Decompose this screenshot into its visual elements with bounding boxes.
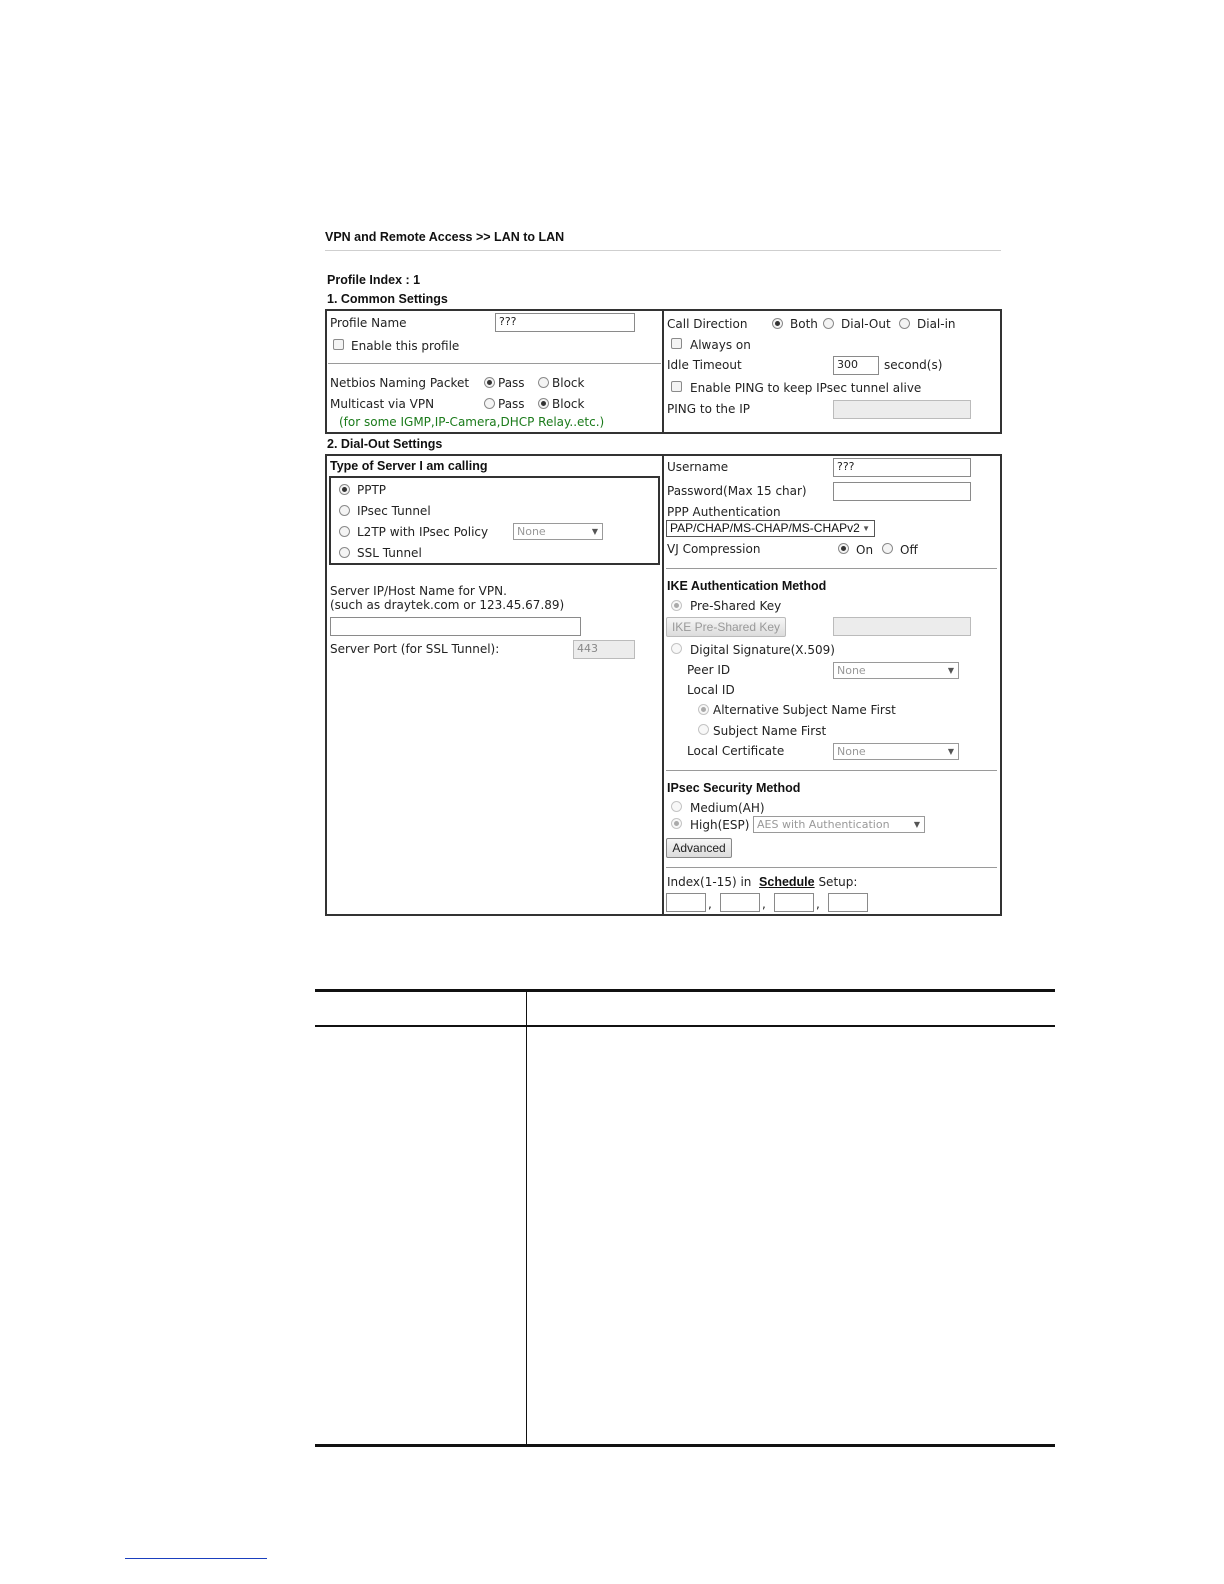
schedule-index-3[interactable] xyxy=(774,893,814,912)
ike-separator xyxy=(666,568,997,569)
ssl-label: SSL Tunnel xyxy=(357,546,422,560)
username-input[interactable]: ??? xyxy=(833,458,971,477)
multicast-pass-radio[interactable] xyxy=(484,398,495,409)
vj-off-label: Off xyxy=(900,543,918,557)
multicast-label: Multicast via VPN xyxy=(330,397,435,411)
vj-label: VJ Compression xyxy=(667,542,761,556)
ike-psk-input[interactable] xyxy=(833,617,971,636)
server-type-title: Type of Server I am calling xyxy=(330,459,488,473)
server-port-input[interactable]: 443 xyxy=(573,640,635,659)
chevron-down-icon: ▼ xyxy=(947,666,954,675)
vj-on-radio[interactable] xyxy=(838,543,849,554)
server-ip-input[interactable] xyxy=(330,617,581,636)
profile-name-input[interactable]: ??? xyxy=(495,313,635,332)
profile-index: Profile Index : 1 xyxy=(327,273,421,287)
advanced-button[interactable]: Advanced xyxy=(666,838,732,858)
psk-radio[interactable] xyxy=(671,600,682,611)
peer-id-select[interactable] xyxy=(833,662,959,679)
footer-link-rule xyxy=(125,1558,267,1559)
psk-label: Pre-Shared Key xyxy=(690,599,782,613)
idle-timeout-unit: second(s) xyxy=(884,358,943,372)
schedule-index-4[interactable] xyxy=(828,893,868,912)
index-suffix: Setup: xyxy=(818,875,858,889)
schedule-index-2[interactable] xyxy=(720,893,760,912)
high-esp-radio[interactable] xyxy=(671,818,682,829)
ppp-auth-value: PAP/CHAP/MS-CHAP/MS-CHAPv2 xyxy=(670,521,860,535)
peer-id-value: None xyxy=(837,664,866,677)
server-ip-label: Server IP/Host Name for VPN. xyxy=(330,584,507,598)
section-common-settings: 1. Common Settings xyxy=(327,292,448,306)
local-cert-select[interactable] xyxy=(833,743,959,760)
ipsec-separator xyxy=(666,770,997,771)
netbios-pass-label: Pass xyxy=(498,376,525,390)
comma-1: , xyxy=(708,897,712,911)
username-label: Username xyxy=(667,460,729,474)
ppp-auth-select[interactable] xyxy=(666,520,875,537)
call-dialin-radio[interactable] xyxy=(899,318,910,329)
alt-subject-radio[interactable] xyxy=(698,704,709,715)
high-esp-value: AES with Authentication xyxy=(757,818,890,831)
chevron-down-icon: ▼ xyxy=(947,747,954,756)
breadcrumb: VPN and Remote Access >> LAN to LAN xyxy=(325,230,565,244)
l2tp-label: L2TP with IPsec Policy xyxy=(357,525,489,539)
vj-on-label: On xyxy=(856,543,874,557)
ipsec-radio[interactable] xyxy=(339,505,350,516)
multicast-note: (for some IGMP,IP-Camera,DHCP Relay..etc.) xyxy=(339,415,605,429)
vj-off-radio[interactable] xyxy=(882,543,893,554)
profile-name-label: Profile Name xyxy=(330,316,407,330)
local-cert-label: Local Certificate xyxy=(687,744,785,758)
ping-ip-label: PING to the IP xyxy=(667,402,751,416)
table-header-rule xyxy=(315,1025,1055,1027)
local-id-label: Local ID xyxy=(687,683,735,697)
comma-3: , xyxy=(816,897,820,911)
ping-ip-input[interactable] xyxy=(833,400,971,419)
digital-sig-radio[interactable] xyxy=(671,643,682,654)
multicast-block-label: Block xyxy=(552,397,585,411)
schedule-separator xyxy=(666,867,997,868)
l2tp-radio[interactable] xyxy=(339,526,350,537)
chevron-down-icon: ▼ xyxy=(913,820,920,829)
header-divider xyxy=(325,250,1001,251)
netbios-label: Netbios Naming Packet xyxy=(330,376,470,390)
idle-timeout-label: Idle Timeout xyxy=(667,358,742,372)
subject-name-radio[interactable] xyxy=(698,724,709,735)
always-on-label: Always on xyxy=(690,338,751,352)
medium-ah-radio[interactable] xyxy=(671,801,682,812)
section-dialout-settings: 2. Dial-Out Settings xyxy=(327,437,443,451)
pptp-radio[interactable] xyxy=(339,484,350,495)
table-top-rule xyxy=(315,989,1055,992)
table-column-divider xyxy=(526,991,527,1446)
common-divider xyxy=(662,309,664,434)
high-esp-label: High(ESP) xyxy=(690,818,750,832)
netbios-pass-radio[interactable] xyxy=(484,377,495,388)
l2tp-policy-select[interactable] xyxy=(513,523,603,540)
alt-subject-label: Alternative Subject Name First xyxy=(713,703,896,717)
ipsec-security-title: IPsec Security Method xyxy=(667,781,801,795)
netbios-block-label: Block xyxy=(552,376,585,390)
chevron-down-icon: ▼ xyxy=(591,527,598,536)
server-port-label: Server Port (for SSL Tunnel): xyxy=(330,642,500,656)
medium-ah-label: Medium(AH) xyxy=(690,801,765,815)
call-dialout-radio[interactable] xyxy=(823,318,834,329)
ppp-auth-label: PPP Authentication xyxy=(667,505,781,519)
dialout-divider xyxy=(662,454,664,916)
call-both-radio[interactable] xyxy=(772,318,783,329)
enable-ping-label: Enable PING to keep IPsec tunnel alive xyxy=(690,381,922,395)
ipsec-label: IPsec Tunnel xyxy=(357,504,431,518)
schedule-index-1[interactable] xyxy=(666,893,706,912)
schedule-index-line xyxy=(667,875,857,889)
index-prefix: Index(1-15) in xyxy=(667,875,752,889)
multicast-block-radio[interactable] xyxy=(538,398,549,409)
server-ip-hint: (such as draytek.com or 123.45.67.89) xyxy=(330,598,565,612)
enable-profile-label: Enable this profile xyxy=(351,339,460,353)
enable-profile-checkbox[interactable] xyxy=(333,339,344,350)
peer-id-label: Peer ID xyxy=(687,663,731,677)
chevron-down-icon: ▼ xyxy=(862,524,870,533)
ssl-radio[interactable] xyxy=(339,547,350,558)
call-direction-label: Call Direction xyxy=(667,317,748,331)
high-esp-select[interactable] xyxy=(753,816,925,833)
password-input[interactable] xyxy=(833,482,971,501)
comma-2: , xyxy=(762,897,766,911)
ike-psk-button[interactable]: IKE Pre-Shared Key xyxy=(666,617,786,637)
subject-name-label: Subject Name First xyxy=(713,724,827,738)
digital-sig-label: Digital Signature(X.509) xyxy=(690,643,835,657)
ike-title: IKE Authentication Method xyxy=(667,579,827,593)
password-label: Password(Max 15 char) xyxy=(667,484,807,498)
netbios-block-radio[interactable] xyxy=(538,377,549,388)
call-dialout-label: Dial-Out xyxy=(841,317,891,331)
enable-ping-checkbox[interactable] xyxy=(671,381,682,392)
pptp-label: PPTP xyxy=(357,483,387,497)
always-on-checkbox[interactable] xyxy=(671,338,682,349)
idle-timeout-input[interactable]: 300 xyxy=(833,356,879,375)
multicast-pass-label: Pass xyxy=(498,397,525,411)
schedule-link[interactable]: Schedule xyxy=(759,875,815,889)
table-bottom-rule xyxy=(315,1444,1055,1447)
local-cert-value: None xyxy=(837,745,866,758)
l2tp-policy-value: None xyxy=(517,525,546,538)
call-both-label: Both xyxy=(790,317,818,331)
common-left-separator xyxy=(328,363,661,364)
call-dialin-label: Dial-in xyxy=(917,317,956,331)
